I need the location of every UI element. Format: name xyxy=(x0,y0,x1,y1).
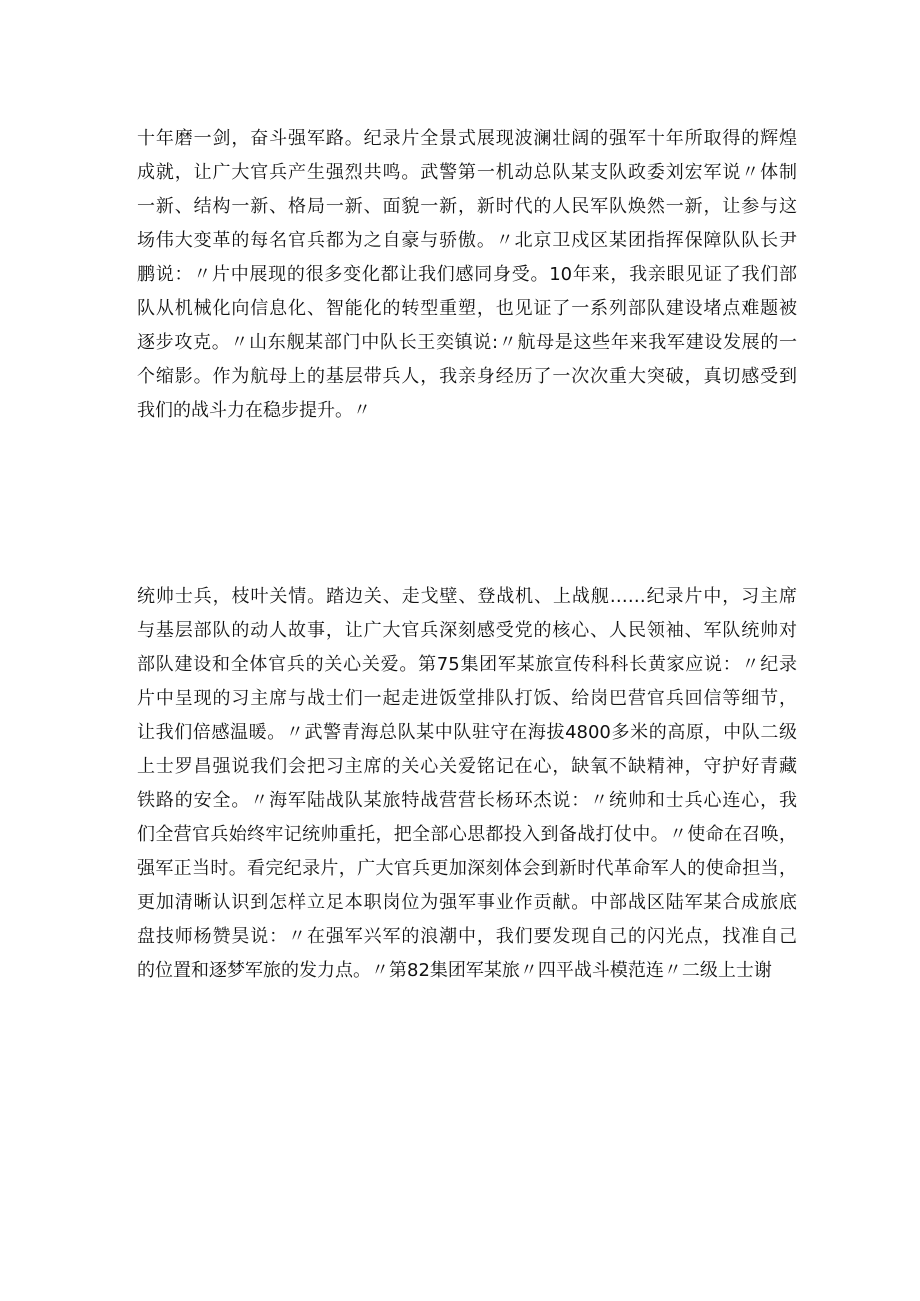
text-line: 的位置和逐梦军旅的发力点。〃第82集团军某旅〃四平战斗模范连〃二级上士谢 xyxy=(137,960,772,981)
text-line: 与基层部队的动人故事，让广大官兵深刻感受党的核心、人民领袖、军队统帅对 xyxy=(137,620,797,641)
text-line: 十年磨一剑，奋斗强军路。纪录片全景式展现波澜壮阔的强军十年所取得的辉煌 xyxy=(137,128,797,149)
text-line: 更加清晰认识到怎样立足本职岗位为强军事业作贡献。中部战区陆军某合成旅底 xyxy=(137,892,797,913)
paragraph-2 xyxy=(137,580,797,988)
text-line: 部队建设和全体官兵的关心关爱。第75集团军某旅宣传科科长黄家应说：〃纪录 xyxy=(137,654,797,675)
text-line: 场伟大变革的每名官兵都为之自豪与骄傲。〃北京卫戍区某团指挥保障队队长尹 xyxy=(137,230,797,251)
text-line: 片中呈现的习主席与战士们一起走进饭堂排队打饭、给岗巴营官兵回信等细节， xyxy=(137,688,797,709)
text-line: 们全营官兵始终牢记统帅重托，把全部心思都投入到备战打仗中。〃使命在召唤， xyxy=(137,824,797,845)
text-line: 个缩影。作为航母上的基层带兵人，我亲身经历了一次次重大突破，真切感受到 xyxy=(137,366,797,387)
text-line: 一新、结构一新、格局一新、面貌一新，新时代的人民军队焕然一新，让参与这 xyxy=(137,196,797,217)
text-line: 队从机械化向信息化、智能化的转型重塑，也见证了一系列部队建设堵点难题被 xyxy=(137,298,797,319)
text-line: 我们的战斗力在稳步提升。〃 xyxy=(137,400,371,421)
text-line: 盘技师杨赞昊说：〃在强军兴军的浪潮中，我们要发现自己的闪光点，找准自己 xyxy=(137,926,797,947)
text-line: 强军正当时。看完纪录片，广大官兵更加深刻体会到新时代革命军人的使命担当， xyxy=(137,858,797,879)
text-line: 成就，让广大官兵产生强烈共鸣。武警第一机动总队某支队政委刘宏军说〃体制 xyxy=(137,162,797,183)
text-line: 统帅士兵，枝叶关情。踏边关、走戈壁、登战机、上战舰……纪录片中，习主席 xyxy=(137,586,797,607)
paragraph-1 xyxy=(137,122,797,428)
text-line: 鹏说：〃片中展现的很多变化都让我们感同身受。10年来，我亲眼见证了我们部 xyxy=(137,264,797,285)
text-line: 让我们倍感温暖。〃武警青海总队某中队驻守在海拔4800多米的高原，中队二级 xyxy=(137,722,797,743)
text-line: 逐步攻克。〃山东舰某部门中队长王奕镇说:〃航母是这些年来我军建设发展的一 xyxy=(137,332,797,353)
text-line: 铁路的安全。〃海军陆战队某旅特战营营长杨环杰说：〃统帅和士兵心连心，我 xyxy=(137,790,797,811)
text-line: 上士罗昌强说我们会把习主席的关心关爱铭记在心，缺氧不缺精神，守护好青藏 xyxy=(137,756,797,777)
